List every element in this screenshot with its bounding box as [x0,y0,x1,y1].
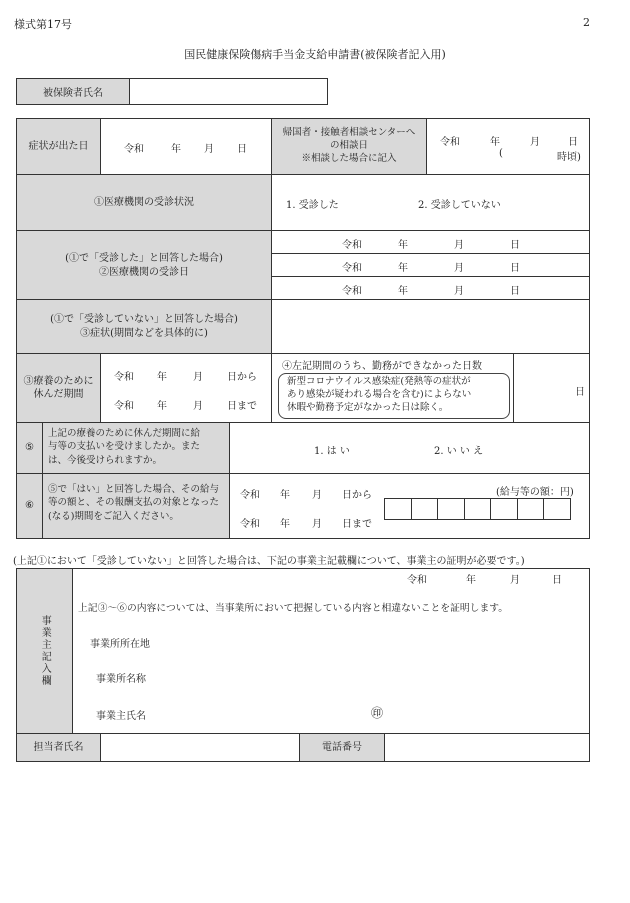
q3-symptoms-label: (①で「受診していない」と回答した場合) ③症状(期間などを具体的に) [17,300,271,353]
employer-notice: (上記①において「受診していない」と回答した場合は、下記の事業主記載欄について、事業主の証明が必要です。) [13,556,525,567]
onset-label: 症状が出た日 [17,119,100,174]
q1-option-not-visited[interactable]: 2. 受診していない [418,200,501,211]
q1-option-visited[interactable]: 1. 受診した [286,200,339,211]
employer-company-label: 事業所名称 [96,674,146,685]
q1-label: ①医療機関の受診状況 [17,175,271,230]
q2-label: (①で「受診した」と回答した場合) ②医療機関の受診日 [17,231,271,300]
rest-period-label: ③療養のために 休んだ期間 [17,354,100,422]
employer-address-field[interactable] [180,628,580,652]
q2-date-row-2[interactable]: 令和 年 月 日 [342,263,520,274]
page-title: 国民健康保険傷病手当金支給申請書(被保険者記入用) [184,48,446,61]
rest-period-field[interactable]: 令和 年 月 日から 令和 年 月 日まで [114,372,257,412]
q5-option-yes[interactable]: 1. は い [314,446,350,457]
employer-certification: 上記③～⑥の内容については、当事業所において把握している内容と相違ないことを証明します。 [78,603,509,614]
q5-number: ⑤ [17,423,42,473]
q4-note: 新型コロナウイルス感染症(発熱等の症状が あり感染が疑われる場合を含む)によらない 休暇や勤務予定がなかった日は除く。 [287,376,472,413]
employer-address-label: 事業所所在地 [90,639,150,650]
onset-date-field[interactable]: 令和 年 月 日 [124,144,247,155]
contact-person-field[interactable] [101,734,299,761]
q4-absent-days-label: ④左記期間のうち、勤務ができなかった日数 [282,361,482,372]
q6-number: ⑥ [17,474,42,538]
insured-name-field[interactable] [129,78,328,105]
employer-owner-field[interactable] [180,700,360,724]
consult-date-field[interactable]: 令和 年 月 日 ( 時頃) [440,137,581,163]
phone-field[interactable] [385,734,589,761]
employer-owner-label: 事業主氏名 [96,711,146,722]
employer-date[interactable]: 令和 年 月 日 [407,575,562,586]
q6-amount-boxes[interactable] [385,498,571,520]
q4-days-field[interactable]: 日 [575,387,585,398]
q5-question: 上記の療養のために休んだ期間に給 与等の支払いを受けましたか。また は、今後受けられますか。 [43,423,229,473]
consult-center-label: 帰国者・接触者相談センターへ の相談日 ※相談した場合に記入 [272,119,426,174]
employer-side-label: 事業主記入欄 [17,569,72,733]
seal-icon: ㊞ [371,706,384,720]
employer-company-field[interactable] [180,663,580,687]
contact-person-label: 担当者氏名 [17,734,100,761]
form-number: 様式第17号 [14,18,72,31]
q6-amount-label: (給与等の額：円) [496,487,574,498]
q2-date-row-3[interactable]: 令和 年 月 日 [342,286,520,297]
page-number: 2 [583,16,590,29]
q2-date-row-1[interactable]: 令和 年 月 日 [342,240,520,251]
q6-period-field[interactable]: 令和 年 月 日から 令和 年 月 日まで [240,490,372,530]
q5-option-no[interactable]: 2. い い え [434,446,484,457]
q6-question: ⑤で「はい」と回答した場合、その給与 等の額と、その報酬支払の対象となった (なる)期間をご記入ください。 [43,474,229,538]
insured-name-label: 被保険者氏名 [16,78,130,105]
phone-label: 電話番号 [300,734,384,761]
q3-symptoms-field[interactable] [272,300,589,353]
